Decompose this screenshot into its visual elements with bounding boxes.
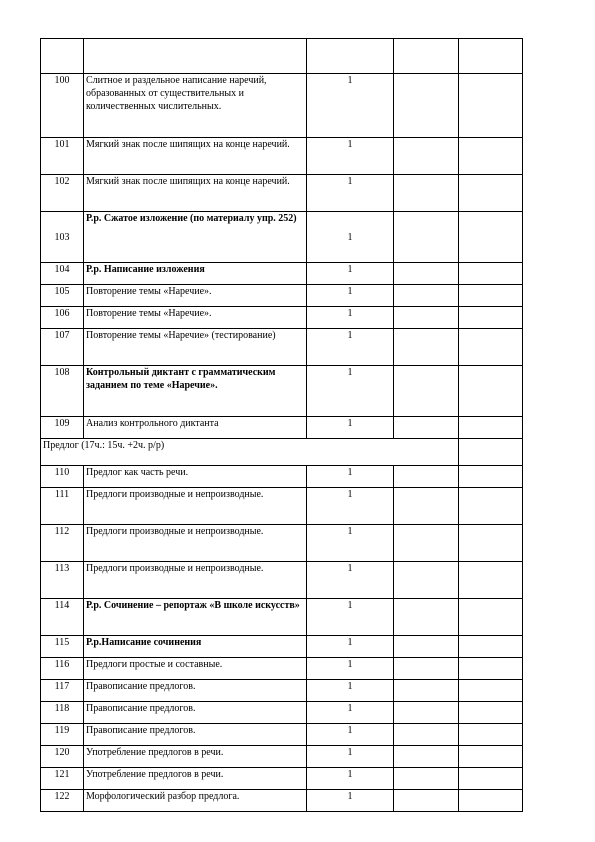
lesson-date-fact (459, 724, 523, 746)
lesson-date-fact (459, 329, 523, 366)
lesson-date-fact (459, 74, 523, 138)
section-empty-cell (459, 439, 523, 466)
lesson-date-plan (394, 212, 459, 263)
lesson-hours: 1 (307, 307, 394, 329)
lesson-date-plan (394, 636, 459, 658)
lesson-date-fact (459, 599, 523, 636)
lesson-number: 105 (41, 285, 84, 307)
header-cell-num (41, 39, 84, 74)
lesson-number: 121 (41, 768, 84, 790)
lesson-row (41, 285, 523, 307)
lesson-date-fact (459, 138, 523, 175)
lesson-date-fact (459, 307, 523, 329)
lesson-hours: 1 (307, 599, 394, 636)
lesson-date-plan (394, 74, 459, 138)
lesson-hours: 1 (307, 768, 394, 790)
lesson-topic: Употребление предлогов в речи. (84, 746, 307, 768)
lesson-date-fact (459, 790, 523, 812)
lesson-date-plan (394, 138, 459, 175)
lesson-hours: 1 (307, 263, 394, 285)
lesson-row (41, 417, 523, 439)
lesson-number: 108 (41, 366, 84, 417)
lesson-date-plan (394, 599, 459, 636)
lesson-topic: Повторение темы «Наречие». (84, 307, 307, 329)
lesson-hours: 1 (307, 680, 394, 702)
lesson-row (41, 329, 523, 366)
lesson-topic: Правописание предлогов. (84, 724, 307, 746)
lesson-date-plan (394, 680, 459, 702)
lesson-hours: 1 (307, 466, 394, 488)
lesson-hours: 1 (307, 366, 394, 417)
lesson-topic: Предлог как часть речи. (84, 466, 307, 488)
lesson-date-fact (459, 702, 523, 724)
lesson-row (41, 138, 523, 175)
lesson-hours: 1 (307, 702, 394, 724)
lesson-date-plan (394, 562, 459, 599)
section-row (41, 439, 523, 466)
lesson-hours: 1 (307, 790, 394, 812)
lesson-number: 110 (41, 466, 84, 488)
lesson-number: 100 (41, 74, 84, 138)
lesson-row (41, 74, 523, 138)
lesson-date-plan (394, 307, 459, 329)
lesson-date-plan (394, 768, 459, 790)
lesson-number: 101 (41, 138, 84, 175)
lesson-topic: Правописание предлогов. (84, 680, 307, 702)
lesson-number: 122 (41, 790, 84, 812)
lesson-number: 106 (41, 307, 84, 329)
lesson-date-plan (394, 366, 459, 417)
lesson-date-fact (459, 768, 523, 790)
lesson-row (41, 307, 523, 329)
lesson-date-fact (459, 212, 523, 263)
lesson-topic: Р.р. Написание изложения (84, 263, 307, 285)
lesson-number: 119 (41, 724, 84, 746)
lesson-number: 104 (41, 263, 84, 285)
header-cell-topic (84, 39, 307, 74)
lesson-date-plan (394, 285, 459, 307)
lesson-date-plan (394, 175, 459, 212)
lesson-number: 113 (41, 562, 84, 599)
lesson-hours: 1 (307, 329, 394, 366)
header-row (41, 39, 523, 74)
lesson-row (41, 702, 523, 724)
lesson-row (41, 175, 523, 212)
lesson-row (41, 488, 523, 525)
lesson-row (41, 466, 523, 488)
lesson-hours: 1 (307, 175, 394, 212)
lesson-topic: Предлоги производные и непроизводные. (84, 562, 307, 599)
lesson-topic: Предлоги простые и составные. (84, 658, 307, 680)
lesson-topic: Мягкий знак после шипящих на конце наречий. (84, 175, 307, 212)
lesson-hours: 1 (307, 724, 394, 746)
lesson-row (41, 790, 523, 812)
lesson-date-plan (394, 466, 459, 488)
lesson-date-fact (459, 658, 523, 680)
lesson-topic: Повторение темы «Наречие» (тестирование) (84, 329, 307, 366)
lesson-date-fact (459, 175, 523, 212)
lesson-hours: 1 (307, 636, 394, 658)
lesson-number: 109 (41, 417, 84, 439)
lesson-hours: 1 (307, 746, 394, 768)
lesson-date-plan (394, 746, 459, 768)
lesson-number: 102 (41, 175, 84, 212)
lesson-number: 114 (41, 599, 84, 636)
lesson-date-plan (394, 702, 459, 724)
lesson-date-plan (394, 263, 459, 285)
lesson-topic: Контрольный диктант с грамматическим заданием по теме «Наречие». (84, 366, 307, 417)
lesson-topic: Употребление предлогов в речи. (84, 768, 307, 790)
lesson-topic: Предлоги производные и непроизводные. (84, 488, 307, 525)
lesson-date-fact (459, 525, 523, 562)
lesson-row (41, 680, 523, 702)
header-cell-date-plan (394, 39, 459, 74)
lesson-date-fact (459, 488, 523, 525)
lesson-date-plan (394, 790, 459, 812)
lesson-hours: 1 (307, 488, 394, 525)
lesson-row (41, 525, 523, 562)
lesson-number: 116 (41, 658, 84, 680)
lesson-date-plan (394, 488, 459, 525)
header-cell-date-fact (459, 39, 523, 74)
lesson-date-fact (459, 263, 523, 285)
lesson-row (41, 724, 523, 746)
lesson-topic: Мягкий знак после шипящих на конце наречий. (84, 138, 307, 175)
lesson-hours: 1 (307, 74, 394, 138)
lesson-row (41, 599, 523, 636)
lesson-date-fact (459, 562, 523, 599)
lesson-number: 120 (41, 746, 84, 768)
lesson-topic: Повторение темы «Наречие». (84, 285, 307, 307)
lesson-hours: 1 (307, 417, 394, 439)
lesson-row (41, 768, 523, 790)
lesson-date-fact (459, 680, 523, 702)
lesson-topic: Р.р.Написание сочинения (84, 636, 307, 658)
lesson-date-fact (459, 366, 523, 417)
lesson-topic: Р.р. Сжатое изложение (по материалу упр. 252) (84, 212, 307, 263)
lesson-number: 112 (41, 525, 84, 562)
lesson-date-plan (394, 658, 459, 680)
lesson-hours: 1 (307, 658, 394, 680)
lesson-row (41, 636, 523, 658)
lesson-date-fact (459, 636, 523, 658)
lesson-hours: 1 (307, 138, 394, 175)
lesson-topic: Предлоги производные и непроизводные. (84, 525, 307, 562)
lesson-topic: Морфологический разбор предлога. (84, 790, 307, 812)
lesson-hours: 1 (307, 285, 394, 307)
lesson-plan-table (40, 38, 523, 812)
lesson-row (41, 562, 523, 599)
lesson-topic: Слитное и раздельное написание наречий, образованных от существительных и количественных числительных. (84, 74, 307, 138)
lesson-row (41, 212, 523, 263)
lesson-date-fact (459, 466, 523, 488)
lesson-hours: 1 (307, 212, 394, 263)
lesson-topic: Правописание предлогов. (84, 702, 307, 724)
header-cell-hours (307, 39, 394, 74)
lesson-row (41, 746, 523, 768)
lesson-row (41, 366, 523, 417)
lesson-date-plan (394, 329, 459, 366)
lesson-row (41, 263, 523, 285)
lesson-date-plan (394, 417, 459, 439)
lesson-date-fact (459, 285, 523, 307)
lesson-number: 117 (41, 680, 84, 702)
lesson-date-fact (459, 417, 523, 439)
section-title: Предлог (17ч.: 15ч. +2ч. р/р) (41, 439, 459, 466)
lesson-date-plan (394, 525, 459, 562)
lesson-number: 103 (41, 212, 84, 263)
lesson-hours: 1 (307, 525, 394, 562)
lesson-row (41, 658, 523, 680)
lesson-number: 107 (41, 329, 84, 366)
lesson-topic: Р.р. Сочинение – репортаж «В школе искусств» (84, 599, 307, 636)
lesson-number: 115 (41, 636, 84, 658)
lesson-number: 118 (41, 702, 84, 724)
lesson-topic: Анализ контрольного диктанта (84, 417, 307, 439)
lesson-hours: 1 (307, 562, 394, 599)
lesson-date-fact (459, 746, 523, 768)
lesson-plan-body (41, 39, 523, 812)
lesson-number: 111 (41, 488, 84, 525)
lesson-date-plan (394, 724, 459, 746)
